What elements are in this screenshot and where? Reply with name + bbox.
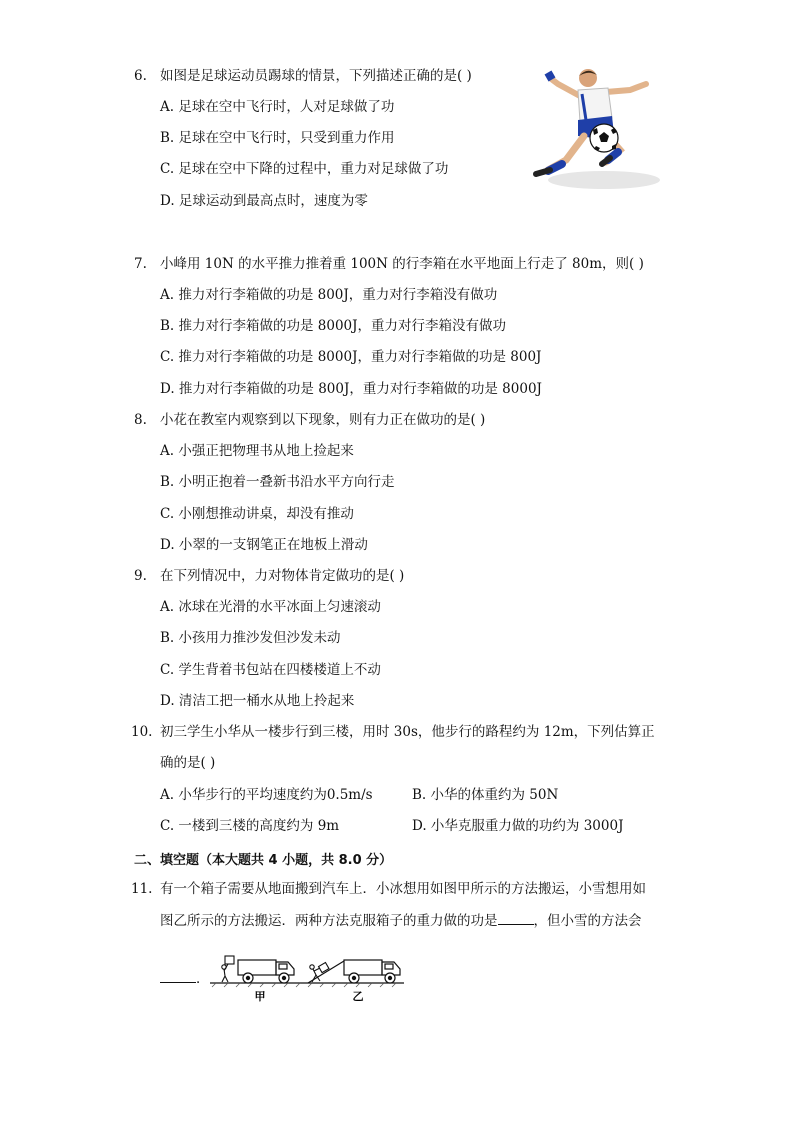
option-a: A. 小华步行的平均速度约为0.5m/s bbox=[160, 787, 373, 803]
option-c: C. 一楼到三楼的高度约为 9m bbox=[160, 818, 340, 834]
option-c: C. 推力对行李箱做的功是 8000J，重力对行李箱做的功是 800J bbox=[160, 349, 542, 365]
stem-text: ． bbox=[196, 971, 210, 987]
shadow bbox=[548, 171, 660, 189]
question-stem: 有一个箱子需要从地面搬到汽车上．小冰想用如图甲所示的方法搬运，小雪想用如 bbox=[160, 881, 646, 897]
question-stem: 在下列情况中，力对物体肯定做功的是( ) bbox=[160, 568, 405, 584]
option-b: B. 小孩用力推沙发但沙发未动 bbox=[160, 630, 341, 646]
question-stem: 初三学生小华从一楼步行到三楼，用时 30s，他步行的路程约为 12m，下列估算正 bbox=[160, 724, 655, 740]
shoe-back bbox=[536, 170, 550, 174]
answer-blank bbox=[160, 969, 196, 983]
option-c: C. 学生背着书包站在四楼楼道上不动 bbox=[160, 662, 381, 678]
question-number: 6. bbox=[134, 68, 147, 84]
option-a: A. 小强正把物理书从地上捡起来 bbox=[160, 443, 354, 459]
truck-b bbox=[344, 960, 400, 983]
question-number: 11. bbox=[131, 881, 153, 897]
option-d: D. 小华克服重力做的功约为 3000J bbox=[412, 818, 624, 834]
question-number: 7. bbox=[134, 256, 147, 272]
person-lifting bbox=[222, 956, 234, 982]
question-stem-end bbox=[160, 969, 210, 988]
option-d: D. 小翠的一支钢笔正在地板上滑动 bbox=[160, 537, 368, 553]
question-stem-continued bbox=[160, 911, 642, 930]
question-stem: 如图是足球运动员踢球的情景，下列描述正确的是( ) bbox=[160, 68, 472, 84]
stem-text: ，但小雪的方法会 bbox=[533, 913, 642, 929]
question-stem: 小峰用 10N 的水平推力推着重 100N 的行李箱在水平地面上行走了 80m，则( ) bbox=[160, 256, 644, 272]
section-heading: 二、填空题（本大题共 4 小题，共 8.0 分） bbox=[134, 853, 393, 868]
question-stem-continued: 确的是( ) bbox=[160, 755, 216, 771]
option-d: D. 清洁工把一桶水从地上拎起来 bbox=[160, 693, 355, 709]
figure-label-a: 甲 bbox=[254, 990, 266, 1003]
option-a: A. 足球在空中飞行时，人对足球做了功 bbox=[160, 99, 395, 115]
option-a: A. 推力对行李箱做的功是 800J，重力对行李箱没有做功 bbox=[160, 287, 498, 303]
option-a: A. 冰球在光滑的水平冰面上匀速滚动 bbox=[160, 599, 381, 615]
arm-left bbox=[550, 78, 580, 96]
option-c: C. 足球在空中下降的过程中，重力对足球做了功 bbox=[160, 161, 449, 177]
option-d: D. 推力对行李箱做的功是 800J，重力对行李箱做的功是 8000J bbox=[160, 381, 542, 397]
stem-text: 图乙所示的方法搬运．两种方法克服箱子的重力做的功是 bbox=[160, 913, 498, 929]
option-b: B. 推力对行李箱做的功是 8000J，重力对行李箱没有做功 bbox=[160, 318, 507, 334]
option-d: D. 足球运动到最高点时，速度为零 bbox=[160, 193, 368, 209]
arm-right bbox=[606, 84, 646, 92]
option-b: B. 小华的体重约为 50N bbox=[412, 787, 559, 803]
truck-a bbox=[238, 960, 294, 983]
option-b: B. 小明正抱着一叠新书沿水平方向行走 bbox=[160, 474, 395, 490]
question-number: 8. bbox=[134, 412, 147, 428]
truck-figure bbox=[208, 948, 408, 1006]
question-stem: 小花在教室内观察到以下现象，则有力正在做功的是( ) bbox=[160, 412, 486, 428]
option-c: C. 小刚想推动讲桌，却没有推动 bbox=[160, 506, 354, 522]
soccer-player-image bbox=[522, 64, 662, 196]
figure-label-b: 乙 bbox=[352, 990, 364, 1003]
question-number: 10. bbox=[131, 724, 153, 740]
answer-blank bbox=[498, 911, 534, 925]
question-number: 9. bbox=[134, 568, 147, 584]
option-b: B. 足球在空中飞行时，只受到重力作用 bbox=[160, 130, 395, 146]
